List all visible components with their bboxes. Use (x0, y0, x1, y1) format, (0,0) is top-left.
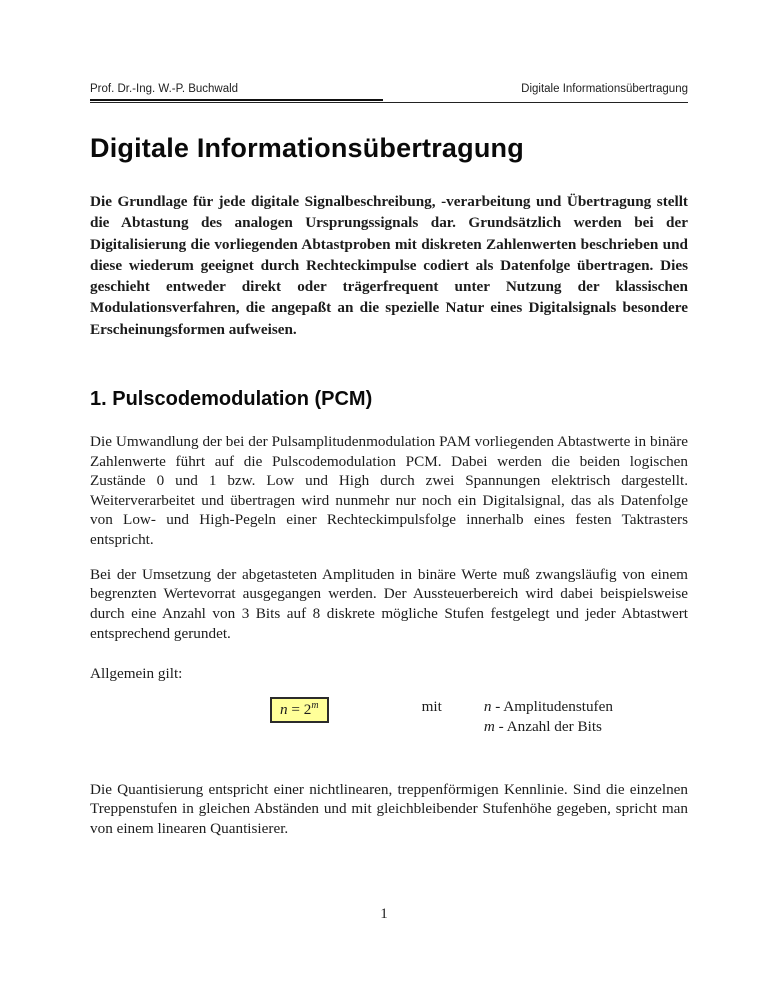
definition-text-n: - Amplitudenstufen (491, 697, 613, 715)
header-rule-thin-line (90, 102, 688, 103)
formula-exponent: m (311, 699, 319, 711)
header-doc-title: Digitale Informationsübertragung (521, 83, 688, 95)
header-rule (90, 99, 688, 103)
formula-row (90, 697, 688, 738)
definition-text-m: - Anzahl der Bits (494, 718, 602, 736)
formula-box (270, 697, 329, 724)
body-paragraph-2: Bei der Umsetzung der abgetasteten Amplituden in binäre Werte muß zwangsläufig von einem begrenzten Wertevorrat ausgegangen werden. Der Aussteuerbereich wird dabei beispielsweise durch eine Anzahl von 3 Bits auf 8 diskrete mögliche Stufen festgelegt und jeder Abtastwert entsprechend gerundet. (90, 565, 688, 642)
formula-definitions (484, 697, 613, 738)
intro-paragraph: Die Grundlage für jede digitale Signalbeschreibung, -verarbeitung und Übertragung stellt die Abtastung des analogen Ursprungssignals dar. Grundsätzlich werden bei der Digitalisierung die vorliegenden Abtastproben mit diskreten Zahlenwerten beschrieben und diese wiederum geeignet durch Rechteckimpulse codiert als Datenfolge übertragen. Dies geschieht entweder direkt oder trägerfrequent unter Nutzung der klassischen Modulationsverfahren, die angepaßt an die spezielle Natur eines Digitalsignals besondere Erscheinungsformen aufweisen. (90, 193, 688, 338)
header-rule-thick-segment (90, 99, 383, 101)
page-number: 1 (380, 906, 388, 922)
definition-row-n (484, 698, 613, 715)
section-heading: 1. Pulscodemodulation (PCM) (90, 388, 373, 411)
formula-equals: = 2 (287, 700, 312, 718)
definition-row-m (484, 718, 602, 735)
document-title: Digitale Informationsübertragung (90, 133, 524, 163)
header-author: Prof. Dr.-Ing. W.-P. Buchwald (90, 83, 239, 95)
body-paragraph-3: Die Quantisierung entspricht einer nichtlinearen, treppenförmigen Kennlinie. Sind die einzelnen Treppenstufen in gleichen Abständen und mit gleichbleibender Stufenhöhe gegeben, spricht man von einem linearen Quantisierer. (90, 780, 688, 837)
definition-symbol-n: n (483, 697, 492, 715)
definition-symbol-m: m (483, 718, 495, 736)
formula-lead-in: Allgemein gilt: (90, 665, 183, 683)
formula-variable: n (280, 700, 288, 718)
mit-label: mit (421, 697, 442, 715)
page-header (90, 82, 688, 96)
body-paragraph-1: Die Umwandlung der bei der Pulsamplitudenmodulation PAM vorliegenden Abtastwerte in binäre Zahlenwerte führt auf die Pulscodemodulation PCM. Dabei werden die beiden logischen Zustände 0 und 1 bzw. Low und High durch zwei Spannungen elektrisch dargestellt. Weiterverarbeitet und übertragen wird nunmehr nur noch ein Digitalsignal, das als Datenfolge von Low- und High-Pegeln einer Rechteckimpulsfolge innerhalb eines festen Taktrasters entspricht. (90, 433, 688, 549)
